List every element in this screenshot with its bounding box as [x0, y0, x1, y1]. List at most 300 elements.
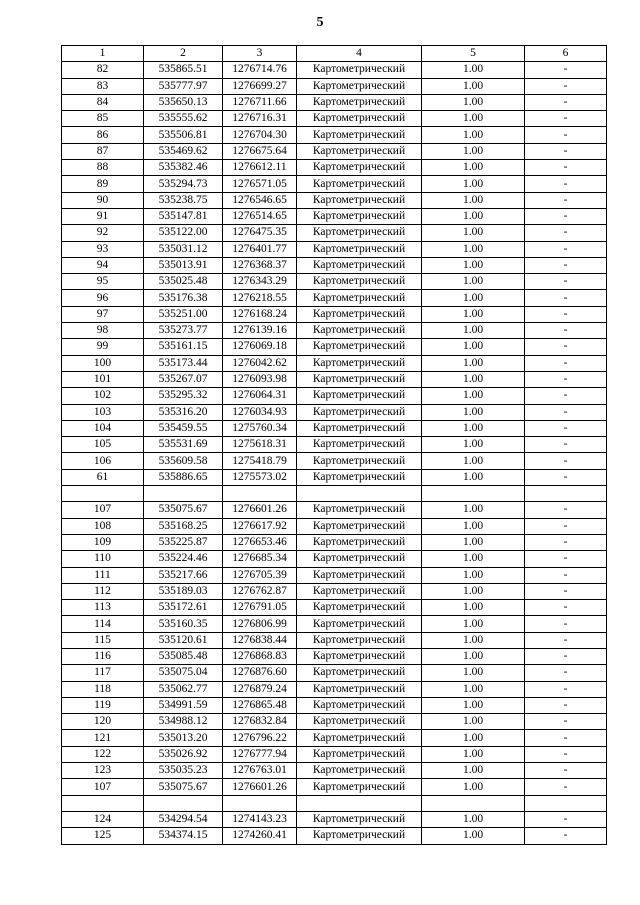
cell-method: Картометрический: [297, 828, 422, 844]
cell-note: -: [525, 616, 607, 632]
table-row: [62, 143, 607, 159]
cell-note: -: [525, 274, 607, 290]
cell-note: -: [525, 339, 607, 355]
table-row: [62, 469, 607, 485]
table-body: [62, 62, 607, 844]
cell-y: 1276865.48: [223, 697, 297, 713]
table-row: [62, 94, 607, 110]
cell-accuracy: 1.00: [422, 616, 525, 632]
cell-method: Картометрический: [297, 111, 422, 127]
table-row: [62, 437, 607, 453]
cell-point-number: 107: [62, 779, 144, 795]
cell-y: 1276401.77: [223, 241, 297, 257]
cell-accuracy: 1.00: [422, 779, 525, 795]
cell-accuracy: 1.00: [422, 437, 525, 453]
cell-x: 535382.46: [144, 160, 223, 176]
cell-accuracy: 1.00: [422, 192, 525, 208]
cell-note: -: [525, 681, 607, 697]
cell-x: 535085.48: [144, 648, 223, 664]
cell-accuracy: 1.00: [422, 355, 525, 371]
table-row: [62, 502, 607, 518]
cell-point-number: 99: [62, 339, 144, 355]
cell-method: [297, 795, 422, 811]
table-row: [62, 111, 607, 127]
cell-point-number: 125: [62, 828, 144, 844]
cell-method: Картометрический: [297, 62, 422, 78]
cell-x: 535173.44: [144, 355, 223, 371]
table-row: [62, 192, 607, 208]
cell-y: 1276612.11: [223, 160, 297, 176]
cell-x: 535267.07: [144, 371, 223, 387]
cell-point-number: 123: [62, 763, 144, 779]
cell-x: 535531.69: [144, 437, 223, 453]
cell-accuracy: 1.00: [422, 746, 525, 762]
cell-accuracy: [422, 795, 525, 811]
table-row: [62, 567, 607, 583]
cell-accuracy: 1.00: [422, 583, 525, 599]
cell-y: 1276711.66: [223, 94, 297, 110]
cell-method: Картометрический: [297, 518, 422, 534]
cell-method: Картометрический: [297, 94, 422, 110]
cell-x: 535316.20: [144, 404, 223, 420]
table-row: [62, 306, 607, 322]
cell-y: 1276832.84: [223, 714, 297, 730]
cell-note: -: [525, 127, 607, 143]
cell-point-number: 109: [62, 534, 144, 550]
table-row: [62, 697, 607, 713]
cell-accuracy: 1.00: [422, 208, 525, 224]
cell-accuracy: 1.00: [422, 648, 525, 664]
cell-y: 1276139.16: [223, 323, 297, 339]
cell-note: -: [525, 600, 607, 616]
cell-x: 535294.73: [144, 176, 223, 192]
cell-x: 535650.13: [144, 94, 223, 110]
cell-accuracy: 1.00: [422, 730, 525, 746]
cell-x: 535295.32: [144, 388, 223, 404]
cell-y: 1276601.26: [223, 779, 297, 795]
cell-x: 535075.67: [144, 502, 223, 518]
cell-method: Картометрический: [297, 257, 422, 273]
cell-note: -: [525, 160, 607, 176]
cell-y: 1276868.83: [223, 648, 297, 664]
cell-x: 535189.03: [144, 583, 223, 599]
cell-point-number: 61: [62, 469, 144, 485]
column-header-y: 3: [223, 46, 297, 62]
cell-x: 535506.81: [144, 127, 223, 143]
cell-point-number: 83: [62, 78, 144, 94]
cell-x: 535609.58: [144, 453, 223, 469]
cell-note: -: [525, 453, 607, 469]
cell-note: -: [525, 257, 607, 273]
cell-point-number: 84: [62, 94, 144, 110]
cell-x: 535075.04: [144, 665, 223, 681]
table-row: [62, 648, 607, 664]
cell-note: [525, 486, 607, 502]
cell-note: -: [525, 779, 607, 795]
cell-note: -: [525, 502, 607, 518]
cell-x: 535035.23: [144, 763, 223, 779]
cell-method: Картометрический: [297, 437, 422, 453]
cell-note: -: [525, 534, 607, 550]
cell-y: 1276704.30: [223, 127, 297, 143]
cell-x: 535273.77: [144, 323, 223, 339]
cell-y: 1276034.93: [223, 404, 297, 420]
cell-x: 535176.38: [144, 290, 223, 306]
table-row: [62, 746, 607, 762]
table-row: [62, 176, 607, 192]
cell-note: [525, 795, 607, 811]
cell-accuracy: 1.00: [422, 339, 525, 355]
cell-method: Картометрический: [297, 648, 422, 664]
cell-y: 1276546.65: [223, 192, 297, 208]
cell-method: Картометрический: [297, 714, 422, 730]
cell-method: Картометрический: [297, 681, 422, 697]
table-row: [62, 681, 607, 697]
table-row: [62, 241, 607, 257]
cell-point-number: 114: [62, 616, 144, 632]
table-row: [62, 763, 607, 779]
cell-method: Картометрический: [297, 453, 422, 469]
table-row: [62, 160, 607, 176]
cell-method: Картометрический: [297, 600, 422, 616]
cell-y: 1276064.31: [223, 388, 297, 404]
cell-method: Картометрический: [297, 208, 422, 224]
cell-y: 1276168.24: [223, 306, 297, 322]
cell-note: -: [525, 420, 607, 436]
table-row: [62, 257, 607, 273]
cell-y: 1276617.92: [223, 518, 297, 534]
cell-note: -: [525, 714, 607, 730]
cell-y: 1276838.44: [223, 632, 297, 648]
table-row: [62, 616, 607, 632]
cell-point-number: 107: [62, 502, 144, 518]
cell-method: Картометрический: [297, 323, 422, 339]
cell-method: Картометрический: [297, 502, 422, 518]
cell-point-number: 113: [62, 600, 144, 616]
cell-accuracy: 1.00: [422, 697, 525, 713]
cell-x: 534988.12: [144, 714, 223, 730]
cell-method: Картометрический: [297, 127, 422, 143]
cell-accuracy: 1.00: [422, 94, 525, 110]
cell-accuracy: 1.00: [422, 62, 525, 78]
table-row: [62, 518, 607, 534]
cell-y: 1276714.76: [223, 62, 297, 78]
table-row: [62, 453, 607, 469]
cell-y: 1276791.05: [223, 600, 297, 616]
table-row: [62, 583, 607, 599]
cell-y: 1276685.34: [223, 551, 297, 567]
cell-y: 1276514.65: [223, 208, 297, 224]
cell-note: -: [525, 583, 607, 599]
cell-method: Картометрический: [297, 176, 422, 192]
table-row: [62, 225, 607, 241]
cell-accuracy: 1.00: [422, 420, 525, 436]
cell-note: -: [525, 811, 607, 827]
cell-point-number: 115: [62, 632, 144, 648]
cell-point-number: 89: [62, 176, 144, 192]
cell-point-number: 120: [62, 714, 144, 730]
cell-point-number: [62, 795, 144, 811]
cell-x: 534374.15: [144, 828, 223, 844]
cell-method: Картометрический: [297, 665, 422, 681]
cell-x: 535459.55: [144, 420, 223, 436]
cell-note: -: [525, 241, 607, 257]
table-header: [62, 46, 607, 62]
column-header-accuracy: 5: [422, 46, 525, 62]
cell-point-number: 95: [62, 274, 144, 290]
cell-note: -: [525, 111, 607, 127]
cell-point-number: 87: [62, 143, 144, 159]
cell-accuracy: 1.00: [422, 274, 525, 290]
cell-note: -: [525, 567, 607, 583]
cell-method: Картометрический: [297, 811, 422, 827]
cell-accuracy: 1.00: [422, 143, 525, 159]
cell-x: 535013.91: [144, 257, 223, 273]
cell-note: -: [525, 665, 607, 681]
cell-note: -: [525, 388, 607, 404]
cell-accuracy: 1.00: [422, 290, 525, 306]
cell-method: Картометрический: [297, 567, 422, 583]
cell-note: -: [525, 632, 607, 648]
cell-accuracy: 1.00: [422, 567, 525, 583]
cell-method: Картометрический: [297, 388, 422, 404]
cell-point-number: 110: [62, 551, 144, 567]
cell-method: Картометрический: [297, 746, 422, 762]
cell-accuracy: 1.00: [422, 388, 525, 404]
cell-y: 1276699.27: [223, 78, 297, 94]
cell-method: Картометрический: [297, 306, 422, 322]
cell-accuracy: 1.00: [422, 681, 525, 697]
cell-method: Картометрический: [297, 583, 422, 599]
table-row: [62, 811, 607, 827]
cell-note: -: [525, 469, 607, 485]
table-row: [62, 665, 607, 681]
cell-note: -: [525, 94, 607, 110]
cell-method: Картометрический: [297, 404, 422, 420]
cell-method: Картометрический: [297, 241, 422, 257]
cell-point-number: 117: [62, 665, 144, 681]
cell-method: Картометрический: [297, 160, 422, 176]
cell-x: [144, 486, 223, 502]
table-row: [62, 828, 607, 844]
cell-accuracy: 1.00: [422, 241, 525, 257]
cell-method: Картометрический: [297, 225, 422, 241]
cell-note: -: [525, 306, 607, 322]
cell-y: 1276705.39: [223, 567, 297, 583]
cell-y: 1276796.22: [223, 730, 297, 746]
cell-y: 1276675.64: [223, 143, 297, 159]
cell-accuracy: 1.00: [422, 176, 525, 192]
cell-y: 1276763.01: [223, 763, 297, 779]
cell-accuracy: 1.00: [422, 453, 525, 469]
cell-x: 535026.92: [144, 746, 223, 762]
cell-accuracy: 1.00: [422, 257, 525, 273]
cell-point-number: 100: [62, 355, 144, 371]
table-row: [62, 420, 607, 436]
cell-y: 1276716.31: [223, 111, 297, 127]
table-row: [62, 388, 607, 404]
table-row: [62, 127, 607, 143]
cell-point-number: 108: [62, 518, 144, 534]
cell-y: 1276368.37: [223, 257, 297, 273]
cell-method: Картометрический: [297, 616, 422, 632]
cell-point-number: 124: [62, 811, 144, 827]
cell-x: 534991.59: [144, 697, 223, 713]
cell-note: -: [525, 355, 607, 371]
cell-point-number: 118: [62, 681, 144, 697]
cell-method: Картометрический: [297, 192, 422, 208]
cell-note: -: [525, 371, 607, 387]
cell-point-number: 91: [62, 208, 144, 224]
cell-method: Картометрический: [297, 697, 422, 713]
cell-note: -: [525, 648, 607, 664]
cell-accuracy: 1.00: [422, 469, 525, 485]
cell-y: 1276475.35: [223, 225, 297, 241]
cell-method: Картометрический: [297, 534, 422, 550]
coordinates-table: [61, 45, 607, 845]
cell-y: 1274143.23: [223, 811, 297, 827]
cell-note: -: [525, 225, 607, 241]
table-row: [62, 730, 607, 746]
cell-x: 535225.87: [144, 534, 223, 550]
column-header-x: 2: [144, 46, 223, 62]
column-header-method: 4: [297, 46, 422, 62]
table-row: [62, 208, 607, 224]
cell-point-number: 82: [62, 62, 144, 78]
cell-note: -: [525, 730, 607, 746]
cell-note: -: [525, 828, 607, 844]
cell-accuracy: 1.00: [422, 518, 525, 534]
cell-accuracy: 1.00: [422, 111, 525, 127]
cell-accuracy: 1.00: [422, 600, 525, 616]
cell-note: -: [525, 697, 607, 713]
table-row: [62, 632, 607, 648]
cell-point-number: [62, 486, 144, 502]
cell-y: 1275418.79: [223, 453, 297, 469]
cell-accuracy: 1.00: [422, 632, 525, 648]
cell-x: 535147.81: [144, 208, 223, 224]
cell-y: 1276218.55: [223, 290, 297, 306]
cell-accuracy: 1.00: [422, 502, 525, 518]
cell-x: 535217.66: [144, 567, 223, 583]
cell-accuracy: 1.00: [422, 160, 525, 176]
table-row: [62, 551, 607, 567]
cell-point-number: 103: [62, 404, 144, 420]
cell-point-number: 85: [62, 111, 144, 127]
cell-accuracy: 1.00: [422, 404, 525, 420]
cell-x: 535161.15: [144, 339, 223, 355]
cell-method: Картометрический: [297, 371, 422, 387]
table-row: [62, 339, 607, 355]
cell-point-number: 98: [62, 323, 144, 339]
cell-note: -: [525, 763, 607, 779]
cell-note: -: [525, 437, 607, 453]
cell-point-number: 93: [62, 241, 144, 257]
cell-point-number: 105: [62, 437, 144, 453]
cell-note: -: [525, 404, 607, 420]
cell-x: 535120.61: [144, 632, 223, 648]
cell-y: 1275760.34: [223, 420, 297, 436]
cell-method: Картометрический: [297, 78, 422, 94]
cell-point-number: 104: [62, 420, 144, 436]
cell-x: 535025.48: [144, 274, 223, 290]
cell-note: -: [525, 518, 607, 534]
cell-y: 1275618.31: [223, 437, 297, 453]
cell-point-number: 119: [62, 697, 144, 713]
table-row: [62, 714, 607, 730]
cell-method: Картометрический: [297, 632, 422, 648]
column-header-point-number: 1: [62, 46, 144, 62]
cell-point-number: 101: [62, 371, 144, 387]
cell-method: [297, 486, 422, 502]
cell-point-number: 88: [62, 160, 144, 176]
cell-point-number: 97: [62, 306, 144, 322]
cell-note: -: [525, 208, 607, 224]
cell-note: -: [525, 192, 607, 208]
cell-y: 1276653.46: [223, 534, 297, 550]
cell-point-number: 86: [62, 127, 144, 143]
cell-x: 535122.00: [144, 225, 223, 241]
cell-method: Картометрический: [297, 339, 422, 355]
cell-x: 535555.62: [144, 111, 223, 127]
cell-x: 535469.62: [144, 143, 223, 159]
table-row: [62, 323, 607, 339]
cell-x: 535168.25: [144, 518, 223, 534]
cell-method: Картометрический: [297, 290, 422, 306]
cell-note: -: [525, 290, 607, 306]
cell-accuracy: 1.00: [422, 225, 525, 241]
cell-point-number: 106: [62, 453, 144, 469]
cell-accuracy: 1.00: [422, 323, 525, 339]
cell-y: 1276762.87: [223, 583, 297, 599]
cell-method: Картометрический: [297, 143, 422, 159]
cell-point-number: 102: [62, 388, 144, 404]
cell-method: Картометрический: [297, 730, 422, 746]
cell-y: [223, 486, 297, 502]
cell-note: -: [525, 176, 607, 192]
cell-point-number: 96: [62, 290, 144, 306]
cell-point-number: 122: [62, 746, 144, 762]
cell-accuracy: 1.00: [422, 828, 525, 844]
cell-accuracy: 1.00: [422, 534, 525, 550]
cell-x: 535886.65: [144, 469, 223, 485]
table-row: [62, 371, 607, 387]
cell-accuracy: [422, 486, 525, 502]
cell-point-number: 111: [62, 567, 144, 583]
table-separator-row: [62, 486, 607, 502]
cell-note: -: [525, 143, 607, 159]
cell-y: [223, 795, 297, 811]
cell-accuracy: 1.00: [422, 551, 525, 567]
cell-x: 535013.20: [144, 730, 223, 746]
table-row: [62, 78, 607, 94]
cell-note: -: [525, 78, 607, 94]
cell-x: 535224.46: [144, 551, 223, 567]
table-row: [62, 600, 607, 616]
cell-note: -: [525, 746, 607, 762]
cell-accuracy: 1.00: [422, 78, 525, 94]
cell-note: -: [525, 323, 607, 339]
cell-x: 535238.75: [144, 192, 223, 208]
cell-x: [144, 795, 223, 811]
cell-x: 534294.54: [144, 811, 223, 827]
cell-point-number: 90: [62, 192, 144, 208]
cell-method: Картометрический: [297, 779, 422, 795]
cell-note: -: [525, 551, 607, 567]
cell-point-number: 92: [62, 225, 144, 241]
cell-y: 1276571.05: [223, 176, 297, 192]
cell-accuracy: 1.00: [422, 714, 525, 730]
